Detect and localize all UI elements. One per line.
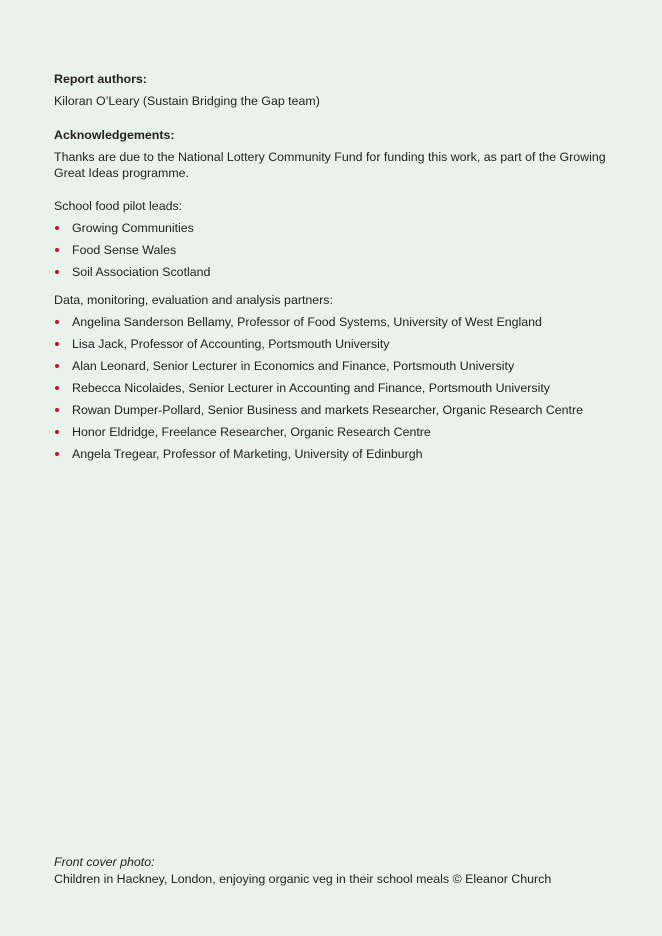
bullet-icon bbox=[55, 430, 59, 434]
list-item bbox=[54, 336, 634, 352]
photo-credit-label: Front cover photo: bbox=[54, 855, 155, 869]
list-item-text: Angela Tregear, Professor of Marketing, University of Edinburgh bbox=[72, 447, 423, 461]
list-item bbox=[54, 446, 634, 462]
list-item-text: Growing Communities bbox=[72, 221, 194, 235]
list-item bbox=[54, 380, 634, 396]
photo-credit-text: Children in Hackney, London, enjoying organic veg in their school meals © Eleanor Church bbox=[54, 872, 552, 886]
list-item-text: Angelina Sanderson Bellamy, Professor of Food Systems, University of West England bbox=[72, 315, 542, 329]
list-item bbox=[54, 242, 634, 258]
bullet-icon bbox=[55, 452, 59, 456]
list-item-text: Rowan Dumper-Pollard, Senior Business and markets Researcher, Organic Research Centre bbox=[72, 403, 583, 417]
list-item-text: Rebecca Nicolaides, Senior Lecturer in Accounting and Finance, Portsmouth University bbox=[72, 381, 550, 395]
acknowledgements-heading: Acknowledgements: bbox=[54, 128, 175, 142]
list-item bbox=[54, 220, 634, 236]
list-item-text: Soil Association Scotland bbox=[72, 265, 211, 279]
bullet-icon bbox=[55, 270, 59, 274]
bullet-icon bbox=[55, 342, 59, 346]
pilot-leads-intro: School food pilot leads: bbox=[54, 199, 183, 213]
list-item-text: Lisa Jack, Professor of Accounting, Portsmouth University bbox=[72, 337, 390, 351]
acknowledgements-text: Thanks are due to the National Lottery Community Fund for funding this work, as part of the Growing Great Ideas programme. bbox=[54, 150, 606, 180]
list-item bbox=[54, 424, 634, 440]
list-item-text: Alan Leonard, Senior Lecturer in Economics and Finance, Portsmouth University bbox=[72, 359, 515, 373]
list-item bbox=[54, 402, 634, 418]
bullet-icon bbox=[55, 386, 59, 390]
partners-list bbox=[54, 314, 634, 462]
bullet-icon bbox=[55, 226, 59, 230]
bullet-icon bbox=[55, 408, 59, 412]
page-content bbox=[54, 71, 634, 468]
list-item-text: Honor Eldridge, Freelance Researcher, Organic Research Centre bbox=[72, 425, 431, 439]
authors-text: Kiloran O’Leary (Sustain Bridging the Gap team) bbox=[54, 94, 320, 108]
bullet-icon bbox=[55, 248, 59, 252]
list-item bbox=[54, 314, 634, 330]
list-item-text: Food Sense Wales bbox=[72, 243, 177, 257]
pilot-leads-list bbox=[54, 220, 634, 280]
list-item bbox=[54, 264, 634, 280]
authors-heading: Report authors: bbox=[54, 72, 147, 86]
partners-intro: Data, monitoring, evaluation and analysis partners: bbox=[54, 293, 333, 307]
bullet-icon bbox=[55, 364, 59, 368]
photo-credit bbox=[54, 854, 634, 888]
list-item bbox=[54, 358, 634, 374]
bullet-icon bbox=[55, 320, 59, 324]
